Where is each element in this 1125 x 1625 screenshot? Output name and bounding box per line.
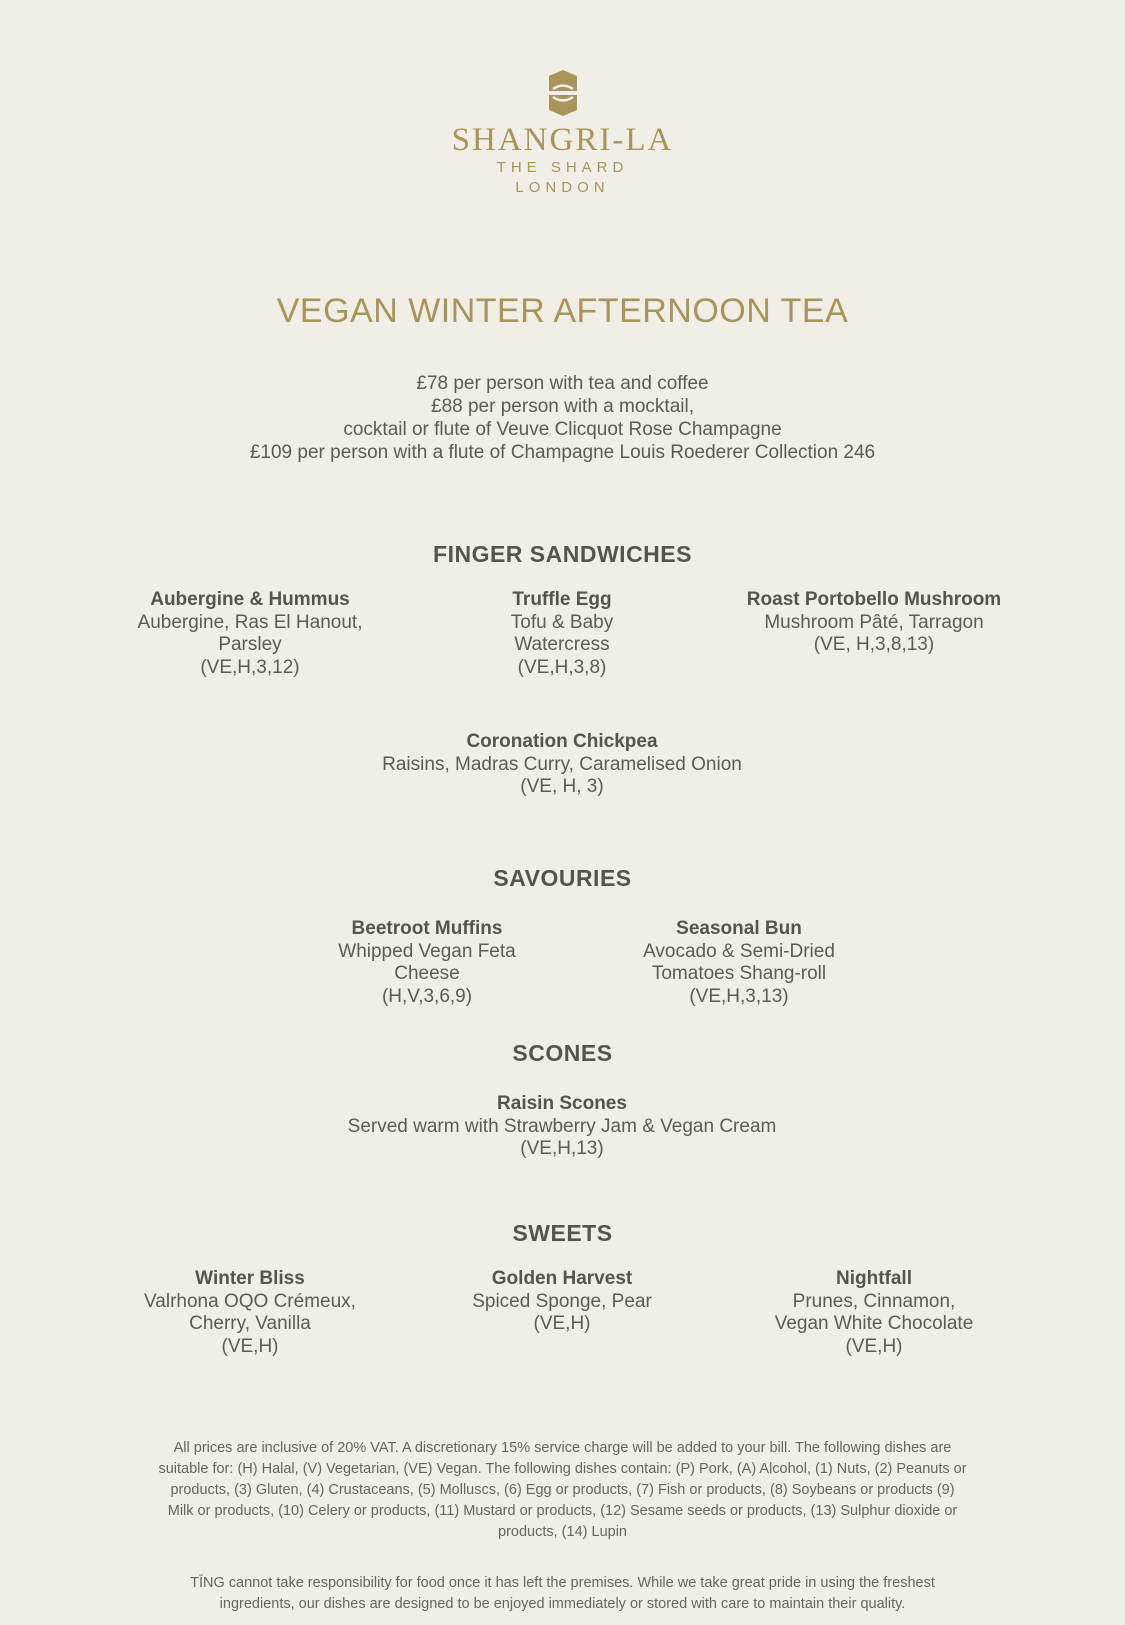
dish-name: Seasonal Bun <box>676 918 802 939</box>
menu-item <box>312 731 812 799</box>
dish-name: Golden Harvest <box>491 1268 633 1289</box>
dish-line: (VE,H,13) <box>520 1138 604 1159</box>
dish-line: (H,V,3,6,9) <box>381 985 473 1007</box>
responsibility-note <box>115 1573 1010 1615</box>
dish-line: (VE, H,3,8,13) <box>813 634 935 655</box>
menu-title: VEGAN WINTER AFTERNOON TEA <box>276 292 849 330</box>
dish-name: Winter Bliss <box>195 1268 305 1289</box>
dish-line: (VE,H) <box>221 1335 279 1357</box>
dish-line: Mushroom Pâté, Tarragon <box>764 611 984 633</box>
dish-line: Tofu & Baby <box>510 611 614 633</box>
menu-item <box>100 589 400 679</box>
dish-name: Truffle Egg <box>512 589 612 610</box>
brand-name: SHANGRI-LA <box>451 122 674 158</box>
allergen-note <box>115 1438 1010 1543</box>
dish-line: (VE,H) <box>845 1335 903 1357</box>
note-line: products, (14) Lupin <box>498 1524 627 1540</box>
menu-item <box>262 1093 862 1161</box>
note-line: Milk or products, (10) Celery or products, (11) Mustard or products, (12) Sesame seeds or products, (13) Sulphur dioxide or <box>167 1503 958 1519</box>
dish-name: Nightfall <box>836 1268 912 1289</box>
price-line: £88 per person with a mocktail, <box>431 396 694 417</box>
dish-line: Watercress <box>514 634 610 655</box>
shangri-la-emblem-icon <box>545 70 581 116</box>
dish-line: Tomatoes Shang-roll <box>651 963 827 984</box>
note-line: ingredients, our dishes are designed to be enjoyed immediately or stored with care to maintain their quality. <box>219 1596 906 1612</box>
dish-name: Roast Portobello Mushroom <box>746 589 1002 610</box>
price-line: £78 per person with tea and coffee <box>416 373 709 394</box>
brand-sub-1: THE SHARD <box>496 159 629 176</box>
menu-item <box>724 1268 1024 1358</box>
dish-line: Prunes, Cinnamon, <box>792 1290 956 1312</box>
note-line: TĪNG cannot take responsibility for food once it has left the premises. While we take great pride in using the freshest <box>190 1575 935 1591</box>
section-heading-savouries: SAVOURIES <box>493 865 632 891</box>
menu-item <box>297 918 557 1008</box>
section-heading-finger-sandwiches: FINGER SANDWICHES <box>433 541 692 567</box>
note-line: suitable for: (H) Halal, (V) Vegetarian, (VE) Vegan. The following dishes contain: (P) Pork, (A) Alcohol, (1) Nuts, (2) Peanuts or <box>158 1461 967 1477</box>
brand-sub-2: LONDON <box>515 179 610 196</box>
dish-line: Served warm with Strawberry Jam & Vegan Cream <box>347 1115 777 1137</box>
menu-item <box>427 1268 697 1336</box>
dish-name: Raisin Scones <box>497 1093 627 1114</box>
dish-name: Beetroot Muffins <box>351 918 503 939</box>
dish-line: Valrhona OQO Crémeux, <box>144 1290 356 1312</box>
dish-name: Coronation Chickpea <box>466 731 658 752</box>
price-line: cocktail or flute of Veuve Clicquot Rose Champagne <box>343 419 782 440</box>
price-line: £109 per person with a flute of Champagne Louis Roederer Collection 246 <box>249 442 876 463</box>
menu-item <box>714 589 1034 657</box>
dish-line: Whipped Vegan Feta <box>338 940 516 962</box>
dish-line: Spiced Sponge, Pear <box>472 1290 652 1312</box>
dish-line: Vegan White Chocolate <box>774 1313 974 1334</box>
menu-item <box>609 918 869 1008</box>
dish-line: Cheese <box>394 963 460 984</box>
brand-logo <box>0 70 1125 198</box>
dish-line: Aubergine, Ras El Hanout, <box>137 611 363 633</box>
dish-line: (VE,H) <box>533 1313 591 1334</box>
note-line: All prices are inclusive of 20% VAT. A discretionary 15% service charge will be added to your bill. The following dishes are <box>173 1440 952 1456</box>
dish-line: Cherry, Vanilla <box>189 1313 311 1334</box>
menu-item <box>427 589 697 679</box>
dish-line: (VE,H,3,13) <box>689 985 789 1007</box>
price-list <box>0 372 1125 464</box>
section-heading-scones: SCONES <box>512 1040 613 1066</box>
dish-line: Avocado & Semi-Dried <box>643 940 835 962</box>
dish-line: Parsley <box>218 634 282 655</box>
note-line: products, (3) Gluten, (4) Crustaceans, (5) Molluscs, (6) Egg or products, (7) Fish or products, (8) Soybeans or products (9) <box>170 1482 955 1498</box>
menu-item <box>100 1268 400 1358</box>
dish-line: Raisins, Madras Curry, Caramelised Onion <box>382 753 742 775</box>
section-heading-sweets: SWEETS <box>512 1220 613 1246</box>
dish-line: (VE, H, 3) <box>520 776 604 797</box>
dish-line: (VE,H,3,12) <box>200 656 300 678</box>
dish-name: Aubergine & Hummus <box>150 589 350 610</box>
dish-line: (VE,H,3,8) <box>517 656 607 678</box>
